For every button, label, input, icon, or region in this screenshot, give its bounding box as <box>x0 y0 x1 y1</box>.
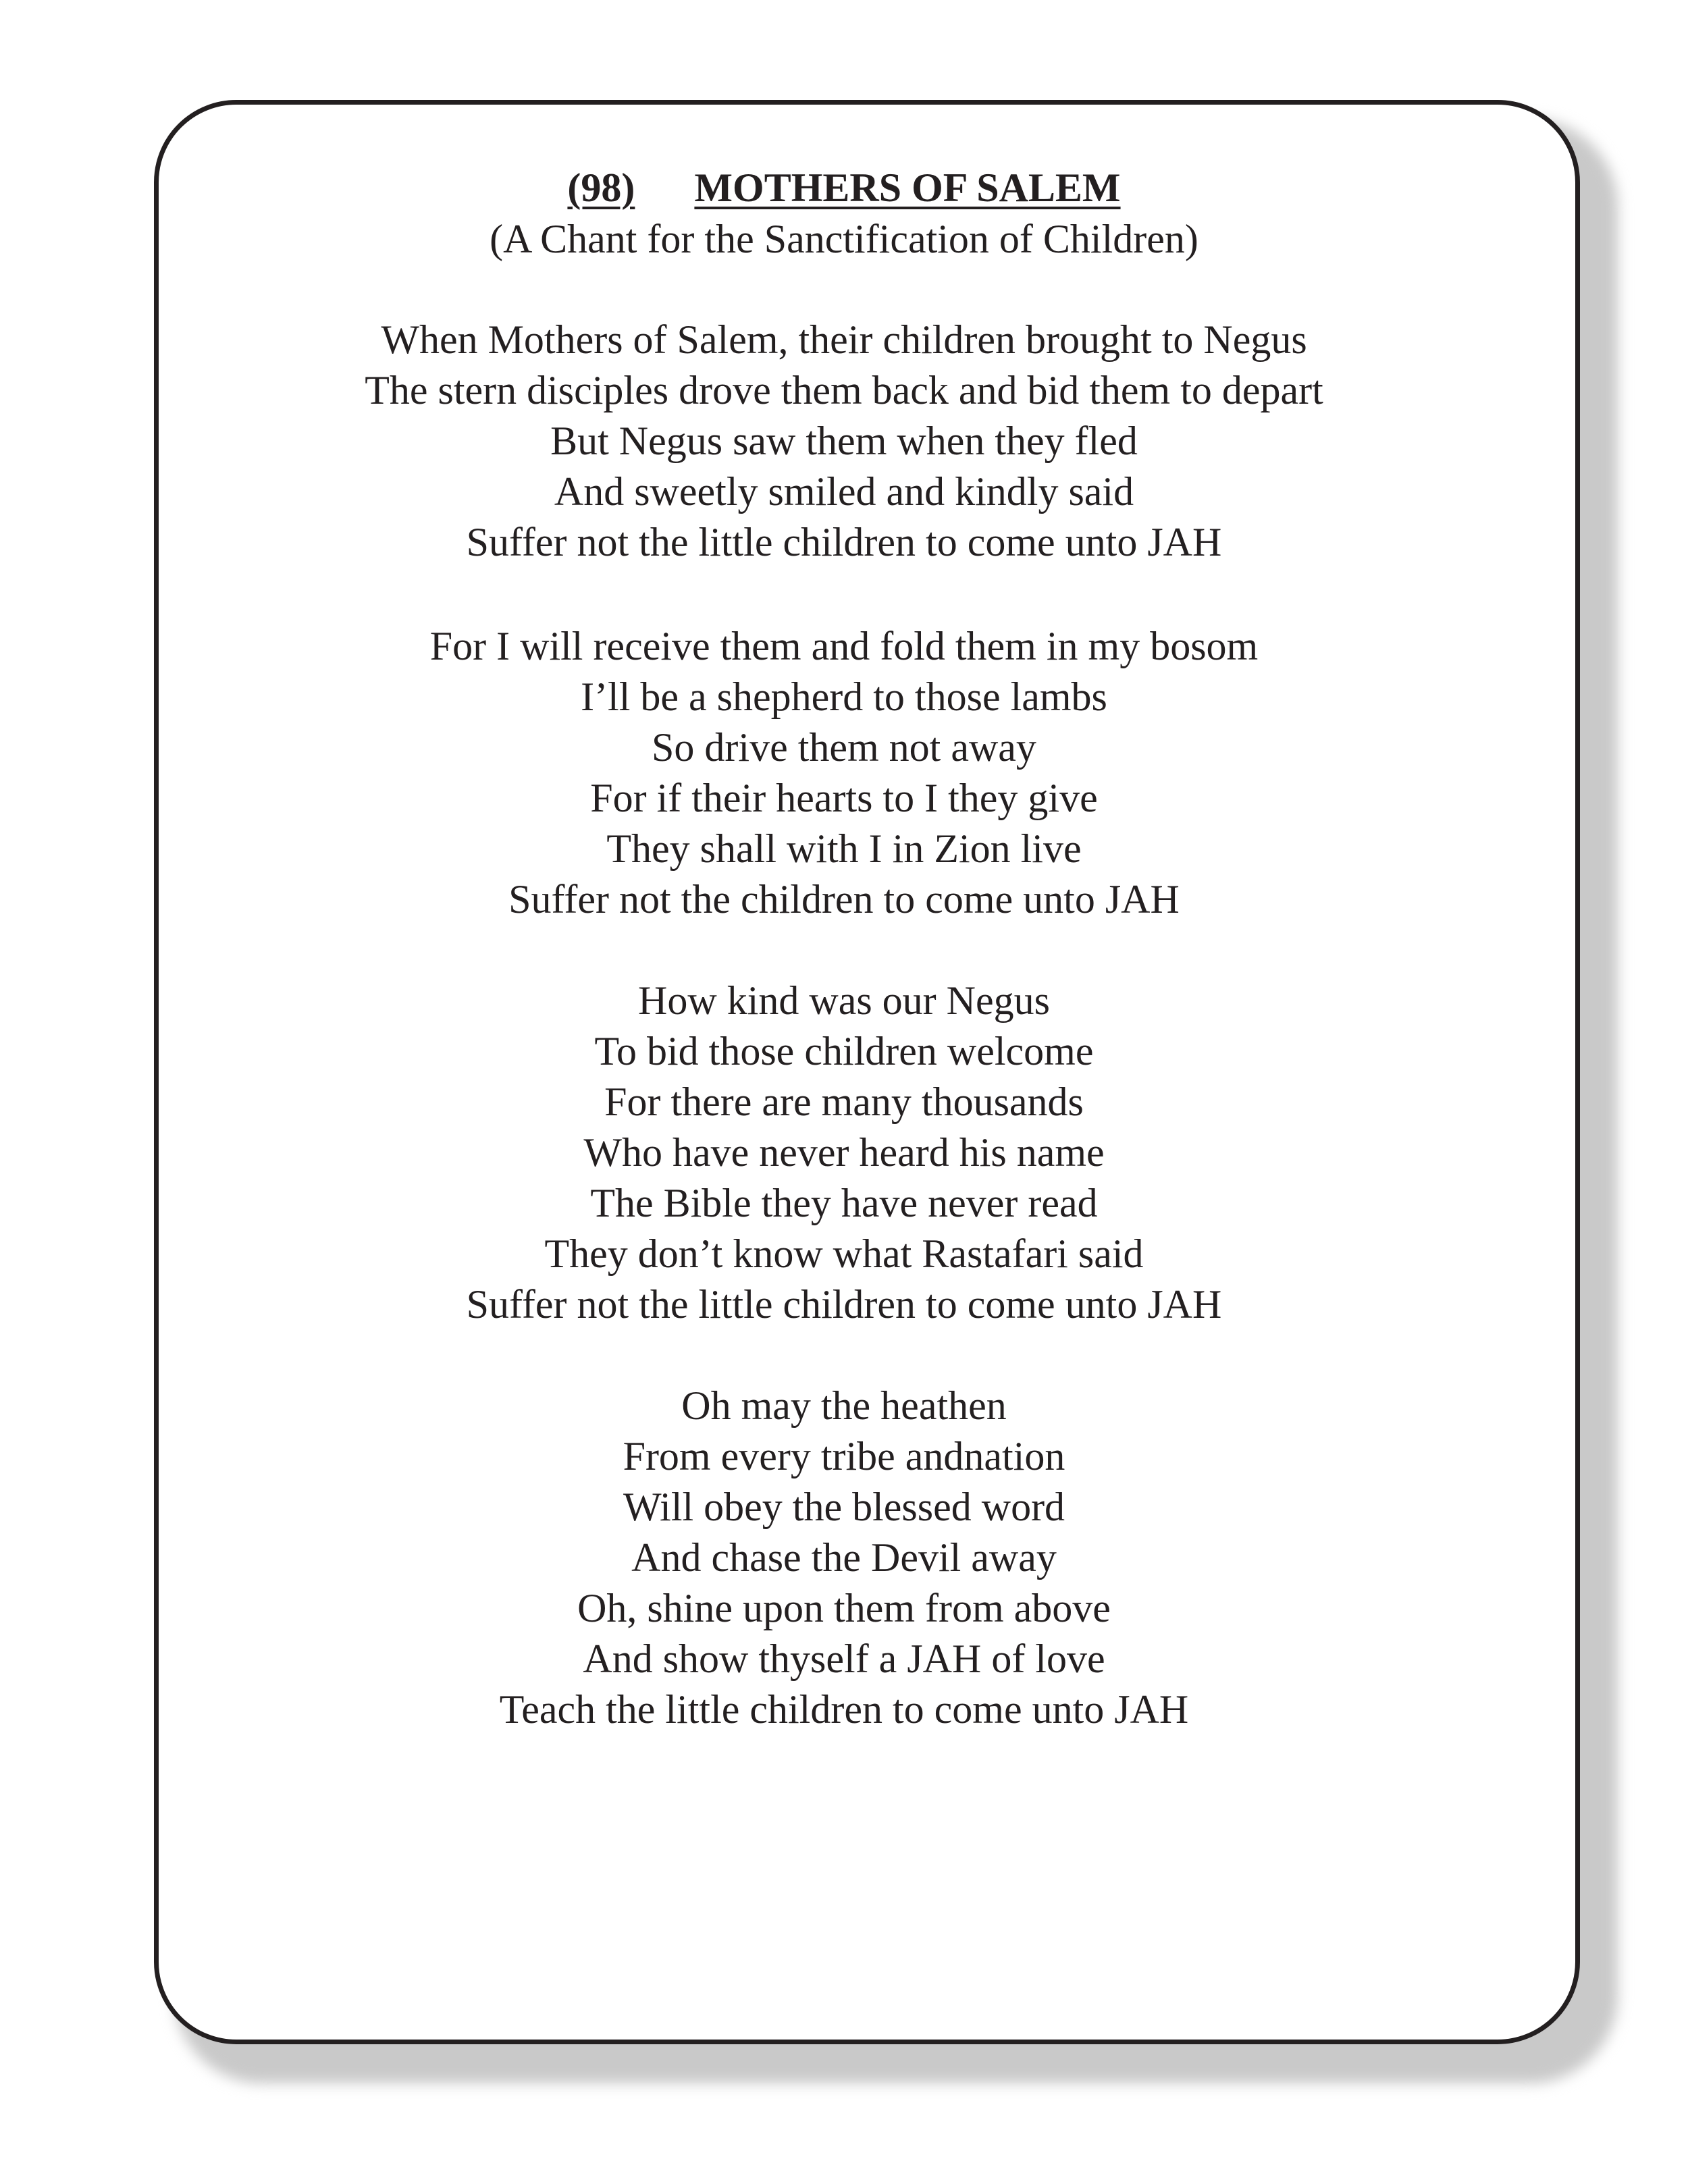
verse-line: Suffer not the little children to come unto JAH <box>466 520 1222 564</box>
verse-line: So drive them not away <box>652 725 1036 770</box>
verse-line: From every tribe andnation <box>623 1434 1065 1479</box>
verse-line: For there are many thousands <box>604 1080 1084 1124</box>
verse-line: Oh may the heathen <box>681 1383 1007 1428</box>
song-title <box>0 162 1688 213</box>
verse-line: Suffer not the children to come unto JAH <box>508 877 1180 922</box>
verse-line: For I will receive them and fold them in my bosom <box>429 624 1259 668</box>
verse-line: When Mothers of Salem, their children brought to Negus <box>381 317 1307 362</box>
verse-line: How kind was our Negus <box>638 978 1050 1023</box>
verse-line: I’ll be a shepherd to those lambs <box>581 674 1107 719</box>
verse-line: Suffer not the little children to come unto JAH <box>466 1282 1222 1327</box>
verse-line: Who have never heard his name <box>583 1130 1105 1175</box>
verse-4 <box>0 1381 1688 1735</box>
verse-line: And show thyself a JAH of love <box>583 1636 1105 1681</box>
verse-line: And chase the Devil away <box>631 1535 1057 1580</box>
verse-line: Will obey the blessed word <box>623 1485 1065 1529</box>
song-number: (98) <box>567 165 635 210</box>
verse-line: They shall with I in Zion live <box>606 826 1082 871</box>
verse-line: For if their hearts to I they give <box>590 776 1098 820</box>
verse-line: The stern disciples drove them back and bid them to depart <box>365 368 1323 412</box>
verse-line: And sweetly smiled and kindly said <box>554 469 1134 514</box>
verse-line: The Bible they have never read <box>590 1181 1098 1225</box>
verse-line: They don’t know what Rastafari said <box>544 1231 1144 1276</box>
song-subtitle: (A Chant for the Sanctification of Children) <box>490 217 1198 261</box>
verse-line: To bid those children welcome <box>594 1029 1094 1073</box>
verse-line: But Negus saw them when they fled <box>550 419 1138 463</box>
verse-1 <box>0 315 1688 568</box>
verse-2 <box>0 621 1688 925</box>
song-title-text: MOTHERS OF SALEM <box>694 165 1121 210</box>
verse-line: Oh, shine upon them from above <box>577 1586 1111 1630</box>
verse-3 <box>0 976 1688 1330</box>
verse-line: Teach the little children to come unto JAH <box>499 1687 1189 1732</box>
